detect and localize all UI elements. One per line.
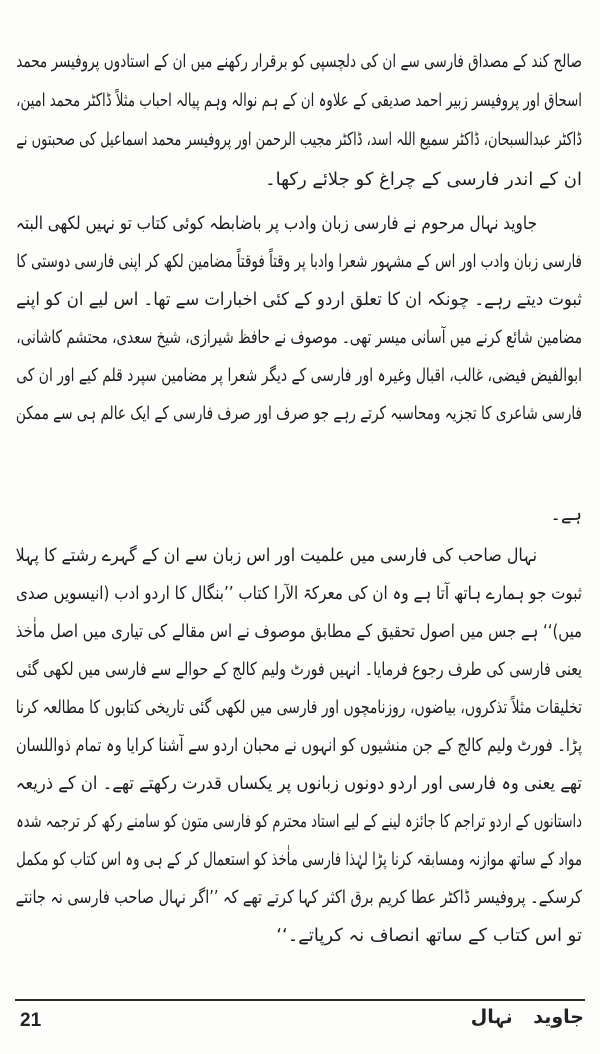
- footer-rule: [15, 999, 585, 1001]
- text-line: تھے یعنی وہ فارسی اور اردو دونوں زبانوں پر یکساں قدرت رکھتے تھے۔ ان کے ذریعہ: [15, 773, 582, 794]
- page-number: 21: [20, 1010, 42, 1031]
- text-line: تو اس کتاب کے ساتھ انصاف نہ کرپاتے۔‘‘: [276, 925, 582, 946]
- text-line: ثبوت جو ہمارے ہاتھ آتا ہے وہ ان کی معرکۃ الآرا کتاب ’’بنگال کا اردو ادب (انیسویں صدی: [15, 583, 582, 604]
- text-line: ڈاکٹر عبدالسبحان، ڈاکٹر سمیع اللہ اسد، ڈاکٹر مجیب الرحمن اور پروفیسر محمد اسماعیل کی صحبتوں نے: [16, 129, 582, 150]
- text-line: فارسی زبان وادب اور اس کے مشہور شعرا وادبا پر وقتاً فوقتاً مضامین لکھ کر اپنی فارسی دوستی کا: [16, 251, 582, 272]
- text-line: ہے۔: [550, 504, 582, 525]
- text-line: مواد کے ساتھ موازنہ ومسابقہ کرنا پڑا لہٰذا فارسی ماٰخذ کو استعمال کر کے ہی وہ اس کتاب کو مکمل: [16, 849, 582, 870]
- text-line: صالح کند کے مصداق فارسی سے ان کی دلچسپی کو برقرار رکھنے میں ان کے استادوں پروفیسر محمد: [16, 51, 583, 72]
- text-line: ان کے اندر فارسی کے چراغ کو جلائے رکھا۔: [265, 169, 582, 190]
- text-line: پڑا۔ فورٹ ولیم کالج کے جن منشیوں کو انہوں نے محبان اردو سے آشنا کرایا وہ تمام ذواللسان: [15, 735, 583, 756]
- running-title: جاوید نہال: [470, 1006, 584, 1028]
- text-line: یعنی فارسی کی طرف رجوع فرمایا۔ انہیں فورٹ ولیم کالج کے حوالے سے فارسی میں لکھی گئی: [15, 659, 583, 680]
- text-line: جاوید نہال مرحوم نے فارسی زبان وادب پر باضابطہ کوئی کتاب تو نہیں لکھی البتہ: [15, 213, 538, 234]
- text-line: اسحاق اور پروفیسر زبیر احمد صدیقی کے علاوہ ان کے ہم نوالہ وہم پیالہ احباب مثلاً ڈاکٹر محمد امین،: [16, 90, 582, 111]
- text-line: نہال صاحب کی فارسی میں علمیت اور اس زبان سے ان کے گہرے رشتے کا پہلا: [15, 545, 538, 566]
- text-line: فارسی شاعری کا تجزیہ ومحاسبہ کرتے رہے جو صرف اور صرف فارسی کے ایک عالم ہی سے ممکن: [15, 403, 583, 424]
- text-line: کرسکے۔ پروفیسر ڈاکٹر عطا کریم برق اکثر کہا کرتے تھے کہ ’’اگر نہال صاحب فارسی نہ جانتے: [15, 887, 583, 908]
- text-line: تخلیقات مثلاً تذکروں، بیاضوں، روزنامچوں اور فارسی میں لکھی گئی تاریخی کتابوں کا مطالعہ کرنا: [15, 697, 582, 718]
- text-line: میں)‘‘ ہے جس میں اصول تحقیق کے مطابق موصوف نے اس مقالے کی تیاری میں اصل ماٰخذ: [15, 621, 582, 642]
- text-line: مضامین شائع کرنے میں آسانی میسر تھی۔ موصوف نے حافظ شیرازی، شیخ سعدی، محتشم کاشانی،: [16, 327, 582, 348]
- text-line: ثبوت دیتے رہے۔ چونکہ ان کا تعلق اردو کے کئی اخبارات سے تھا۔ اس لیے ان کو اپنے: [16, 289, 583, 310]
- text-line: داستانوں کے اردو تراجم کا جائزہ لینے کے لیے استاد محترم کو فارسی متون کو سامنے رکھ کر ترجمہ شدہ: [16, 811, 583, 832]
- text-line: ابوالفیض فیضی، غالب، اقبال وغیرہ اور فارسی کے دیگر شعرا پر مضامین سپرد قلم کیے اور ان کی: [16, 365, 582, 386]
